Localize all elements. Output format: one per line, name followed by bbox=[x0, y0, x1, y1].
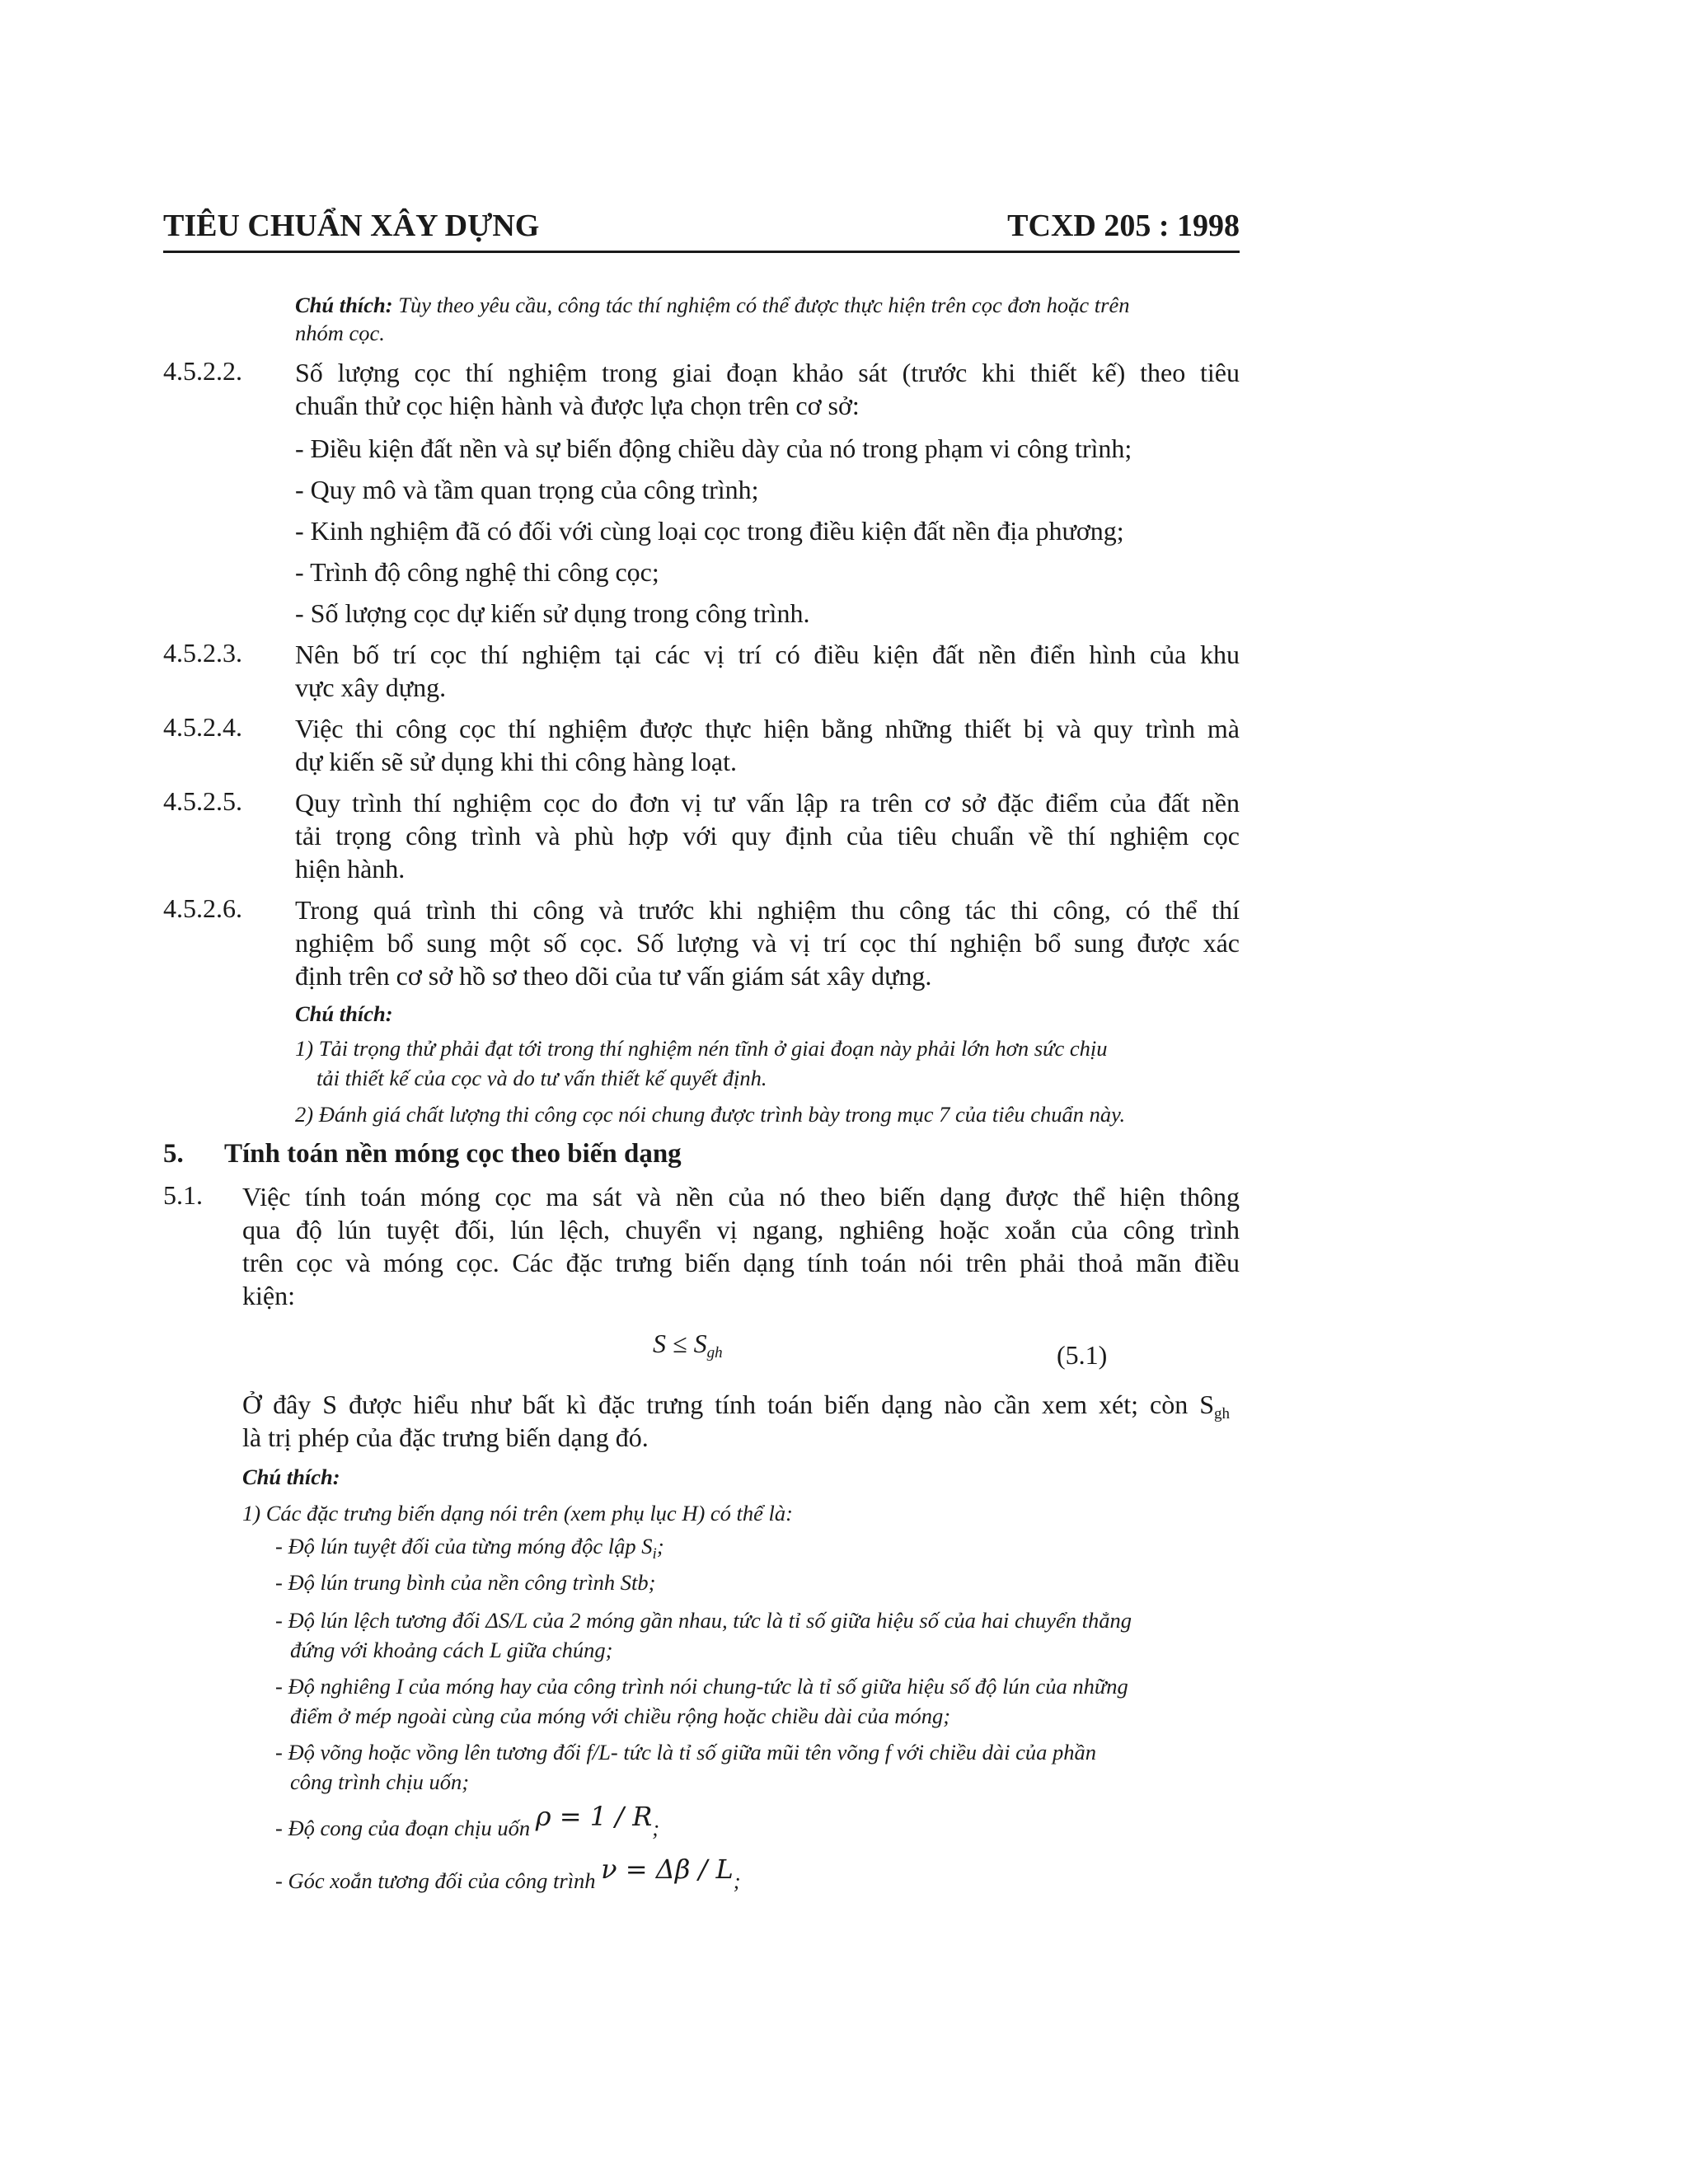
note-item: - Độ võng hoặc vồng lên tương đối f/L- tức là tỉ số giữa mũi tên võng f với chiều dài của phần bbox=[275, 1740, 1097, 1765]
note-item bbox=[275, 1854, 741, 1896]
list-item: - Quy mô và tầm quan trọng của công trình; bbox=[295, 475, 759, 504]
clause-text: Số lượng cọc thí nghiệm trong giai đoạn khảo sát (trước khi thiết kế) theo tiêu bbox=[295, 358, 1240, 387]
curvature-formula: ρ = 1 / R bbox=[535, 1801, 653, 1832]
clause-number: 4.5.2.4. bbox=[163, 712, 242, 742]
note-item-end: ; bbox=[652, 1816, 660, 1840]
note-label: Chú thích: bbox=[295, 293, 393, 317]
note-item-text: - Góc xoắn tương đối của công trình bbox=[275, 1868, 596, 1893]
list-item: - Số lượng cọc dự kiến sử dụng trong công trình. bbox=[295, 598, 810, 628]
note-item: 2) Đánh giá chất lượng thi công cọc nói chung được trình bày trong mục 7 của tiêu chuẩn này. bbox=[295, 1102, 1126, 1127]
note-item: công trình chịu uốn; bbox=[290, 1769, 470, 1794]
clause-text: kiện: bbox=[242, 1281, 295, 1310]
note-top-line1 bbox=[295, 290, 1130, 320]
torsion-formula: ν = Δβ / L bbox=[601, 1854, 734, 1885]
subscript: gh bbox=[1214, 1405, 1230, 1422]
note-text: Tùy theo yêu cầu, công tác thí nghiệm có thể được thực hiện trên cọc đơn hoặc trên bbox=[392, 293, 1130, 317]
clause-number: 4.5.2.6. bbox=[163, 893, 242, 923]
header-title: TIÊU CHUẨN XÂY DỰNG bbox=[163, 209, 540, 243]
note-top-line2: nhóm cọc. bbox=[295, 321, 385, 345]
clause-number: 4.5.2.5. bbox=[163, 786, 242, 816]
clause-text: dự kiến sẽ sử dụng khi thi công hàng loạt. bbox=[295, 747, 737, 776]
clause-text: Việc thi công cọc thí nghiệm được thực hiện bằng những thiết bị và quy trình mà bbox=[295, 714, 1240, 743]
note-item: - Độ nghiêng I của móng hay của công trình nói chung-tức là tỉ số giữa hiệu số độ lún của những bbox=[275, 1674, 1128, 1699]
equation-number: (5.1) bbox=[1057, 1340, 1108, 1370]
note-item: đứng với khoảng cách L giữa chúng; bbox=[290, 1638, 613, 1662]
note-item bbox=[275, 1801, 660, 1843]
formula-lhs: S ≤ S bbox=[653, 1329, 707, 1358]
note-item-end: ; bbox=[733, 1868, 741, 1893]
clause-text: Nên bố trí cọc thí nghiệm tại các vị trí có điều kiện đất nền điển hình của khu bbox=[295, 640, 1240, 669]
note-item: điểm ở mép ngoài cùng của móng với chiều rộng hoặc chiều dài của móng; bbox=[290, 1704, 951, 1728]
clause-text: chuẩn thử cọc hiện hành và được lựa chọn trên cơ sở: bbox=[295, 391, 860, 420]
clause-text: vực xây dựng. bbox=[295, 673, 447, 702]
list-item: - Kinh nghiệm đã có đối với cùng loại cọc trong điều kiện đất nền địa phương; bbox=[295, 516, 1124, 546]
list-item: - Điều kiện đất nền và sự biến động chiều dày của nó trong phạm vi công trình; bbox=[295, 434, 1132, 463]
note-item-end: ; bbox=[656, 1534, 664, 1558]
page-header bbox=[163, 204, 1240, 253]
note-item-text: - Độ cong của đoạn chịu uốn bbox=[275, 1816, 531, 1840]
clause-text: Quy trình thí nghiệm cọc do đơn vị tư vấn lập ra trên cơ sở đặc điểm của đất nền bbox=[295, 788, 1240, 818]
clause-number: 5.1. bbox=[163, 1180, 203, 1210]
clause-text: là trị phép của đặc trưng biến dạng đó. bbox=[242, 1422, 649, 1452]
clause-text: Trong quá trình thi công và trước khi nghiệm thu công tác thi công, có thể thí bbox=[295, 895, 1240, 925]
list-item: - Trình độ công nghệ thi công cọc; bbox=[295, 557, 659, 587]
note-item: 1) Các đặc trưng biến dạng nói trên (xem phụ lục H) có thể là: bbox=[242, 1501, 793, 1526]
formula-5-1 bbox=[653, 1329, 723, 1362]
note-item-text: - Độ lún tuyệt đối của từng móng độc lập S bbox=[275, 1534, 653, 1558]
clause-number: 4.5.2.2. bbox=[163, 356, 242, 386]
section-title: Tính toán nền móng cọc theo biến dạng bbox=[224, 1139, 682, 1169]
clause-text: Việc tính toán móng cọc ma sát và nền của nó theo biến dạng được thể hiện thông bbox=[242, 1182, 1240, 1212]
note-label: Chú thích: bbox=[242, 1465, 340, 1489]
note-item bbox=[275, 1531, 664, 1569]
clause-text: tải trọng công trình và phù hợp với quy định của tiêu chuẩn về thí nghiệm cọc bbox=[295, 821, 1240, 851]
note-item: - Độ lún trung bình của nền công trình Stb; bbox=[275, 1570, 656, 1595]
clause-number: 4.5.2.3. bbox=[163, 638, 242, 668]
note-label: Chú thích: bbox=[295, 1001, 393, 1026]
formula-subscript: gh bbox=[706, 1344, 723, 1361]
clause-text: nghiệm bổ sung một số cọc. Số lượng và vị trí cọc thí nghiện bổ sung được xác bbox=[295, 928, 1240, 958]
clause-text: qua độ lún tuyệt đối, lún lệch, chuyển vị ngang, nghiêng hoặc xoắn của công trình bbox=[242, 1215, 1240, 1244]
section-number: 5. bbox=[163, 1139, 184, 1169]
clause-text: hiện hành. bbox=[295, 854, 406, 883]
note-item: 1) Tải trọng thử phải đạt tới trong thí nghiệm nén tĩnh ở giai đoạn này phải lớn hơn sức chịu bbox=[295, 1036, 1108, 1061]
clause-text: định trên cơ sở hồ sơ theo dõi của tư vấn giám sát xây dựng. bbox=[295, 961, 932, 991]
note-item: tải thiết kế của cọc và do tư vấn thiết kế quyết định. bbox=[316, 1066, 767, 1090]
clause-text: trên cọc và móng cọc. Các đặc trưng biến dạng tính toán nói trên phải thoả mãn điều bbox=[242, 1248, 1240, 1277]
subscript: i bbox=[652, 1545, 657, 1563]
header-standard-code: TCXD 205 : 1998 bbox=[1007, 209, 1240, 243]
clause-text-part: Ở đây S được hiểu như bất kì đặc trưng tính toán biến dạng nào cần xem xét; còn S bbox=[242, 1390, 1214, 1419]
note-item: - Độ lún lệch tương đối ΔS/L của 2 móng gần nhau, tức là tỉ số giữa hiệu số của hai chuyển thẳng bbox=[275, 1608, 1132, 1633]
